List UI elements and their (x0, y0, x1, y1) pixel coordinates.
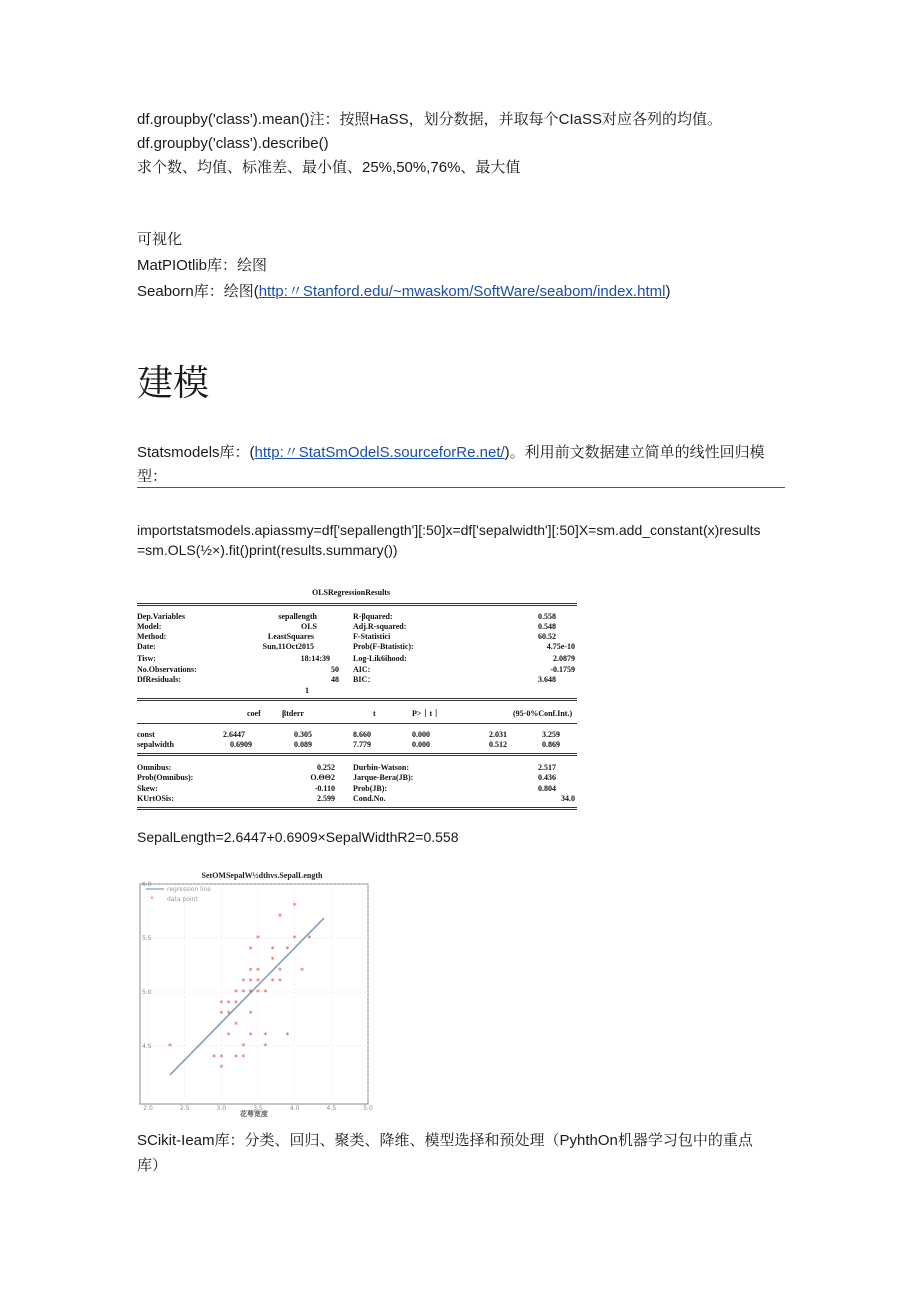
data-point: * (270, 977, 275, 987)
text-describe-stats: 求个数、均值、标准差、最小值、25%,50%,76%、最大值 (137, 159, 521, 176)
ols-se: 0.305 (294, 730, 312, 739)
x-tick-label: 4.0 (289, 1105, 300, 1112)
ols-value: LeastSquares (267, 632, 314, 641)
ols-t: 8.660 (353, 730, 371, 739)
legend-entry-point: data point (167, 896, 198, 903)
ols-label: Prob(F-Btatistic): (353, 642, 414, 651)
seaborn-link[interactable]: http:〃Stanford.edu/~mwaskom/SoftWare/seabom/index.html (258, 283, 666, 300)
y-tick-label: 4.5 (142, 1043, 152, 1050)
ols-value: 4.75e-10 (546, 642, 575, 651)
ols-p: 0.000 (412, 730, 430, 739)
ols-value: 50 (331, 665, 339, 674)
ols-value: 0.558 (538, 612, 556, 621)
data-point: * (234, 1020, 238, 1030)
ols-label: Durbin-Watson: (353, 763, 410, 772)
data-point: * (234, 988, 238, 997)
data-point: * (226, 1031, 231, 1041)
code-line-1: importstatsmodels.apiassmy=df['sepallength'][:50]x=df['sepalwidth'][:50]X=sm.add_constant(x)results (137, 522, 761, 538)
data-point: * (248, 977, 253, 987)
data-point: * (270, 944, 275, 954)
data-point: * (278, 912, 282, 922)
text-matplotlib: MatPIOtlib库：绘图 (137, 257, 268, 274)
ols-value: sepallength (278, 612, 317, 621)
seaborn-prefix: Seaborn库：绘图( (137, 283, 259, 300)
ols-value: O.ΘΘ2 (310, 773, 335, 782)
ols-col-header: (95·0%Conf.Int.) (513, 709, 573, 718)
ols-value: 0.252 (317, 763, 335, 772)
data-point: * (226, 998, 231, 1008)
ols-label: Date: (137, 642, 156, 651)
text-sklearn-cont: 库） (137, 1157, 168, 1174)
ols-value: 60.52 (538, 632, 556, 641)
ols-row-name: sepalwidth (137, 740, 174, 749)
ols-value: Sun,11Oct2015 (262, 642, 314, 651)
ols-label: R-βquared: (353, 612, 393, 621)
x-tick-label: 3.0 (216, 1105, 227, 1112)
data-point: * (234, 998, 238, 1008)
scatter-chart (130, 868, 380, 1118)
data-point: * (219, 1063, 224, 1073)
ols-label: Tisw: (137, 654, 156, 663)
data-point: * (300, 966, 304, 976)
data-point: * (219, 1009, 224, 1019)
ols-col-header: t (373, 709, 376, 718)
ols-label: Omnibus: (137, 763, 172, 772)
ols-col-header: coef (247, 709, 261, 718)
x-axis-label: 花萼宽度 (240, 1110, 268, 1118)
data-point: * (241, 1042, 246, 1051)
ols-label: Dep.Variables (137, 612, 185, 621)
legend-entry-line: regression line (167, 886, 211, 893)
ols-label: Cond.No. (353, 794, 386, 803)
ols-label: Jarque-Bera(JB): (353, 773, 414, 782)
ols-value: -0.110 (314, 784, 335, 793)
ols-value: OLS (300, 622, 317, 631)
ols-rule-coef (137, 723, 577, 724)
data-point: * (248, 988, 253, 997)
x-tick-label: 4.5 (326, 1105, 337, 1112)
data-point: * (219, 998, 224, 1008)
ols-value: 1 (305, 686, 309, 695)
data-point: * (285, 1031, 290, 1041)
ols-label: KUrtOSis: (137, 794, 174, 803)
chart-legend (146, 886, 211, 903)
legend-point-swatch: * (150, 895, 154, 903)
data-point: * (226, 1009, 231, 1019)
ols-coef: 0.6909 (230, 740, 252, 749)
ols-value: 0.548 (538, 622, 556, 631)
ols-p: 0.000 (412, 740, 430, 749)
data-point: * (292, 934, 297, 943)
data-point: * (241, 1052, 246, 1062)
data-point: * (219, 1052, 224, 1062)
ols-label: Log-Lik6ihood: (353, 654, 407, 663)
ols-coef: 2.6447 (223, 730, 245, 739)
data-point: * (256, 977, 260, 987)
text-statsmodels (137, 442, 765, 464)
ols-label: Prob(Omnibus): (137, 773, 194, 782)
ols-label: No.Observations: (137, 665, 197, 674)
data-point: * (292, 901, 297, 911)
text-groupby-mean: df.groupby('class').mean()注：按照HaSS，划分数据，并取每个CIaSS对应各列的均值。 (137, 111, 722, 128)
ols-rule-mid (137, 698, 577, 701)
ols-col-header: βtderr (282, 709, 304, 718)
ols-value: -0.1759 (550, 665, 575, 674)
data-point: * (263, 1042, 268, 1051)
data-point: * (285, 944, 290, 954)
ols-value: 2.0879 (553, 654, 575, 663)
statsmodels-link[interactable]: http:〃StatSmOdelS.sourceforRe.net/ (254, 444, 505, 461)
text-statsmodels-cont: 型： (137, 468, 168, 485)
ols-row-name: const (137, 730, 155, 739)
ols-results-table (137, 585, 577, 815)
ols-label: Skew: (137, 784, 158, 793)
ols-label: BIC： (353, 675, 376, 684)
ols-se: 0.089 (294, 740, 312, 749)
data-point: * (256, 966, 260, 976)
ols-value: 18:14:39 (300, 654, 330, 663)
ols-ci-hi: 0.869 (542, 740, 560, 749)
data-point: * (256, 988, 260, 997)
data-point: * (270, 955, 275, 965)
ols-rule-top (137, 603, 577, 606)
y-tick-label: 5.5 (142, 935, 152, 942)
ols-label: Prob(JB): (353, 784, 388, 793)
ols-value: 2.599 (317, 794, 335, 803)
y-tick-labels (142, 881, 152, 1050)
x-tick-label: 2.0 (143, 1105, 153, 1112)
ols-col-header: P>｜t｜ (412, 709, 441, 718)
data-point: * (248, 1031, 253, 1041)
heading-modeling: 建模 (137, 363, 210, 404)
text-seaborn (137, 281, 670, 303)
data-point: * (248, 1009, 253, 1019)
data-point: * (307, 934, 312, 943)
data-point: * (241, 988, 246, 997)
statsmodels-prefix: Statsmodels库：( (137, 444, 255, 461)
chart-title: SetOMSepalW½dthvs.SepalLength (201, 871, 323, 880)
ols-label: Model: (137, 622, 162, 631)
ols-ci-lo: 0.512 (489, 740, 507, 749)
y-tick-label: 6.0 (142, 881, 152, 888)
ols-title: OLSRegressionResults (312, 588, 391, 597)
x-tick-label: 5.0 (363, 1105, 373, 1112)
ols-rule-bottom (137, 807, 577, 810)
ols-rule-diag (137, 753, 577, 756)
data-point: * (212, 1052, 216, 1062)
chart-plot-area (168, 902, 324, 1075)
ols-value: 34.0 (561, 794, 575, 803)
ols-ci-hi: 3.259 (542, 730, 560, 739)
divider-rule (137, 487, 785, 488)
data-point: * (263, 988, 268, 997)
regression-line (170, 918, 324, 1075)
data-point: * (234, 1052, 238, 1062)
data-point: * (241, 977, 246, 987)
text-equation: SepalLength=2.6447+0.6909×SepalWidthR2=0.558 (137, 829, 459, 845)
text-groupby-describe: df.groupby('class').describe() (137, 135, 329, 152)
ols-value: 3.648 (538, 675, 556, 684)
text-sklearn: SCikit-Ieam库：分类、回归、聚类、降维、模型选择和预处理（PyhthOn机器学习包中的重点 (137, 1132, 753, 1149)
data-point: * (278, 966, 282, 976)
y-tick-label: 5.0 (142, 989, 152, 996)
data-point: * (278, 977, 282, 987)
ols-label: AIC: (353, 665, 371, 674)
statsmodels-suffix: )。利用前文数据建立简单的线性回归模 (504, 444, 765, 461)
x-tick-label: 3.5 (253, 1105, 263, 1112)
ols-label: DfResiduals: (137, 675, 182, 684)
data-point: * (263, 1031, 268, 1041)
data-point: * (168, 1042, 172, 1051)
data-point: * (256, 934, 260, 943)
seaborn-suffix: ) (665, 283, 671, 300)
ols-label: F-Statistici (353, 632, 391, 641)
code-line-2: =sm.OLS(½×).fit()print(results.summary()) (137, 542, 398, 558)
ols-value: 2.517 (538, 763, 556, 772)
text-visualization: 可视化 (137, 231, 183, 248)
data-point: * (248, 944, 253, 954)
ols-t: 7.779 (353, 740, 371, 749)
ols-value: 48 (331, 675, 339, 684)
ols-value: 0.804 (538, 784, 556, 793)
x-tick-label: 2.5 (179, 1105, 190, 1112)
ols-label: Adj.R-squared: (353, 622, 407, 631)
data-point: * (248, 966, 253, 976)
ols-value: 0.436 (538, 773, 556, 782)
ols-label: Method: (137, 632, 167, 641)
ols-ci-lo: 2.031 (489, 730, 507, 739)
